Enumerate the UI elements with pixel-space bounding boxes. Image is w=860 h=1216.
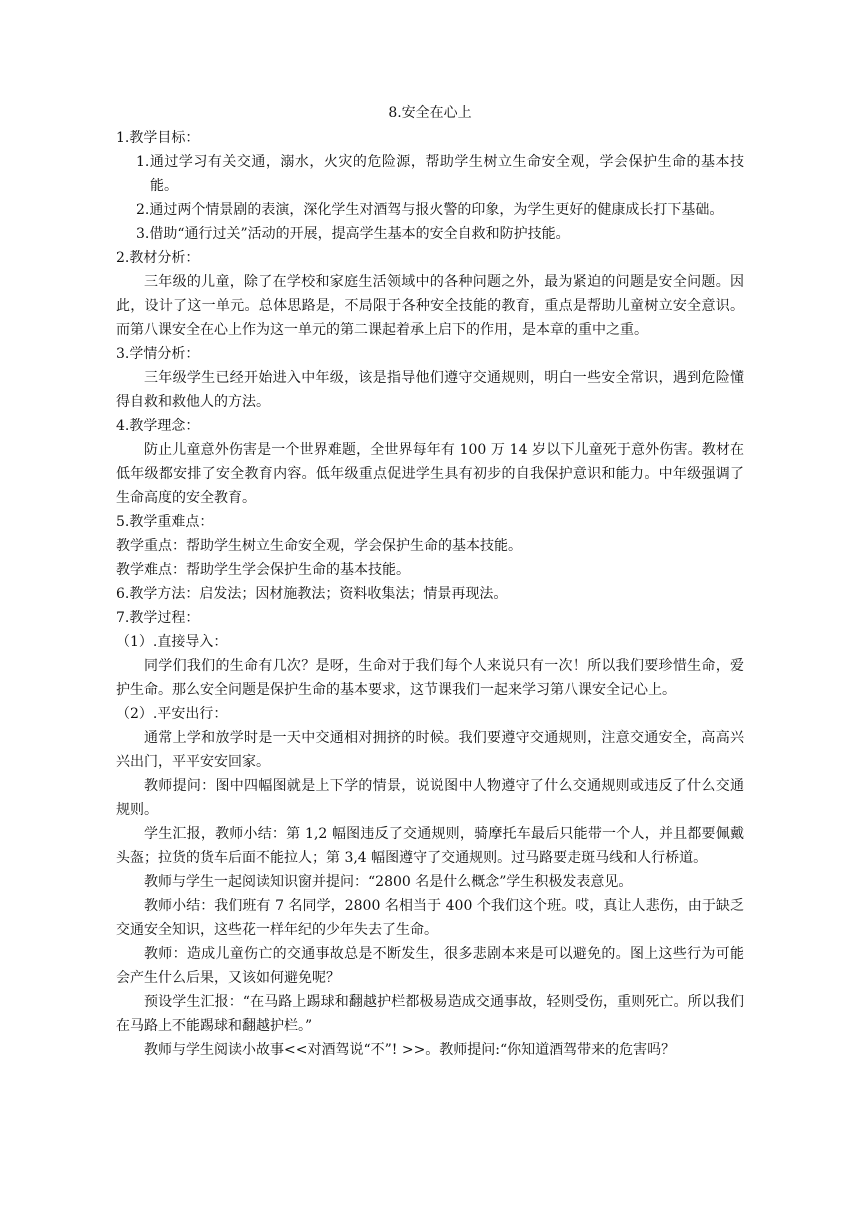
body-paragraph: 防止儿童意外伤害是一个世界难题，全世界每年有 100 万 14 岁以下儿童死于意外伤害。教材在低年级都安排了安全教育内容。低年级重点促进学生具有初步的自我保护意识和能力。中年级强调了生命高度的安全教育。 bbox=[116, 442, 744, 506]
subsection-heading-intro: （1）.直接导入： bbox=[116, 634, 228, 650]
objective-item: 1.通过学习有关交通，溺水，火灾的危险源，帮助学生树立生命安全观，学会保护生命的基本技能。 bbox=[136, 154, 744, 194]
section-heading-student-analysis: 3.学情分析： bbox=[116, 346, 200, 362]
body-paragraph: 预设学生汇报：“在马路上踢球和翻越护栏都极易造成交通事故，轻则受伤，重则死亡。所以我们在马路上不能踢球和翻越护栏。” bbox=[116, 994, 744, 1034]
document-title: 8.安全在心上 bbox=[388, 105, 472, 121]
section-heading-material-analysis: 2.教材分析： bbox=[116, 250, 200, 266]
body-paragraph: 同学们我们的生命有几次？是呀，生命对于我们每个人来说只有一次！所以我们要珍惜生命，爱护生命。那么安全问题是保护生命的基本要求，这节课我们一起来学习第八课安全记心上。 bbox=[116, 658, 744, 698]
body-paragraph: 教师小结：我们班有 7 名同学，2800 名相当于 400 个我们这个班。哎，真让人悲伤，由于缺乏交通安全知识，这些花一样年纪的少年失去了生命。 bbox=[116, 898, 744, 938]
body-paragraph: 通常上学和放学时是一天中交通相对拥挤的时候。我们要遵守交通规则，注意交通安全，高高兴兴出门，平平安安回家。 bbox=[116, 730, 744, 770]
body-paragraph: 教师与学生阅读小故事<<对酒驾说“不”! >>。教师提问:“你知道酒驾带来的危害吗？ bbox=[144, 1042, 676, 1058]
section-heading-process: 7.教学过程： bbox=[116, 610, 200, 626]
section-heading-methods: 6.教学方法：启发法；因材施教法；资料收集法；情景再现法。 bbox=[116, 586, 508, 602]
body-paragraph: 教师提问：图中四幅图就是上下学的情景，说说图中人物遵守了什么交通规则或违反了什么交通规则。 bbox=[116, 778, 744, 818]
section-heading-objectives: 1.教学目标： bbox=[116, 130, 200, 146]
body-paragraph: 教师：造成儿童伤亡的交通事故总是不断发生，很多悲剧本来是可以避免的。图上这些行为可能会产生什么后果，又该如何避免呢？ bbox=[116, 946, 744, 986]
difficulty-line: 教学难点：帮助学生学会保护生命的基本技能。 bbox=[116, 562, 410, 578]
body-paragraph: 三年级学生已经开始进入中年级，该是指导他们遵守交通规则，明白一些安全常识，遇到危险懂得自救和救他人的方法。 bbox=[116, 370, 744, 410]
body-paragraph: 教师与学生一起阅读知识窗并提问：“2800 名是什么概念”学生积极发表意见。 bbox=[144, 874, 633, 890]
body-paragraph: 学生汇报，教师小结：第 1,2 幅图违反了交通规则，骑摩托车最后只能带一个人，并且都要佩戴头盔；拉货的货车后面不能拉人；第 3,4 幅图遵守了交通规则。过马路要走斑马线和人行桥道。 bbox=[116, 826, 744, 866]
section-heading-key-points: 5.教学重难点： bbox=[116, 514, 214, 530]
body-paragraph: 三年级的儿童，除了在学校和家庭生活领域中的各种问题之外，最为紧迫的问题是安全问题。因此，设计了这一单元。总体思路是，不局限于各种安全技能的教育，重点是帮助儿童树立安全意识。而第八课安全在心上作为这一单元的第二课起着承上启下的作用，是本章的重中之重。 bbox=[116, 274, 744, 338]
objective-item: 3.借助“通行过关”活动的开展，提高学生基本的安全自救和防护技能。 bbox=[136, 226, 570, 242]
key-point-line: 教学重点：帮助学生树立生命安全观，学会保护生命的基本技能。 bbox=[116, 538, 522, 554]
section-heading-teaching-philosophy: 4.教学理念： bbox=[116, 418, 200, 434]
objective-item: 2.通过两个情景剧的表演，深化学生对酒驾与报火警的印象，为学生更好的健康成长打下基础。 bbox=[136, 202, 724, 218]
subsection-heading-safe-travel: （2）.平安出行： bbox=[116, 706, 228, 722]
